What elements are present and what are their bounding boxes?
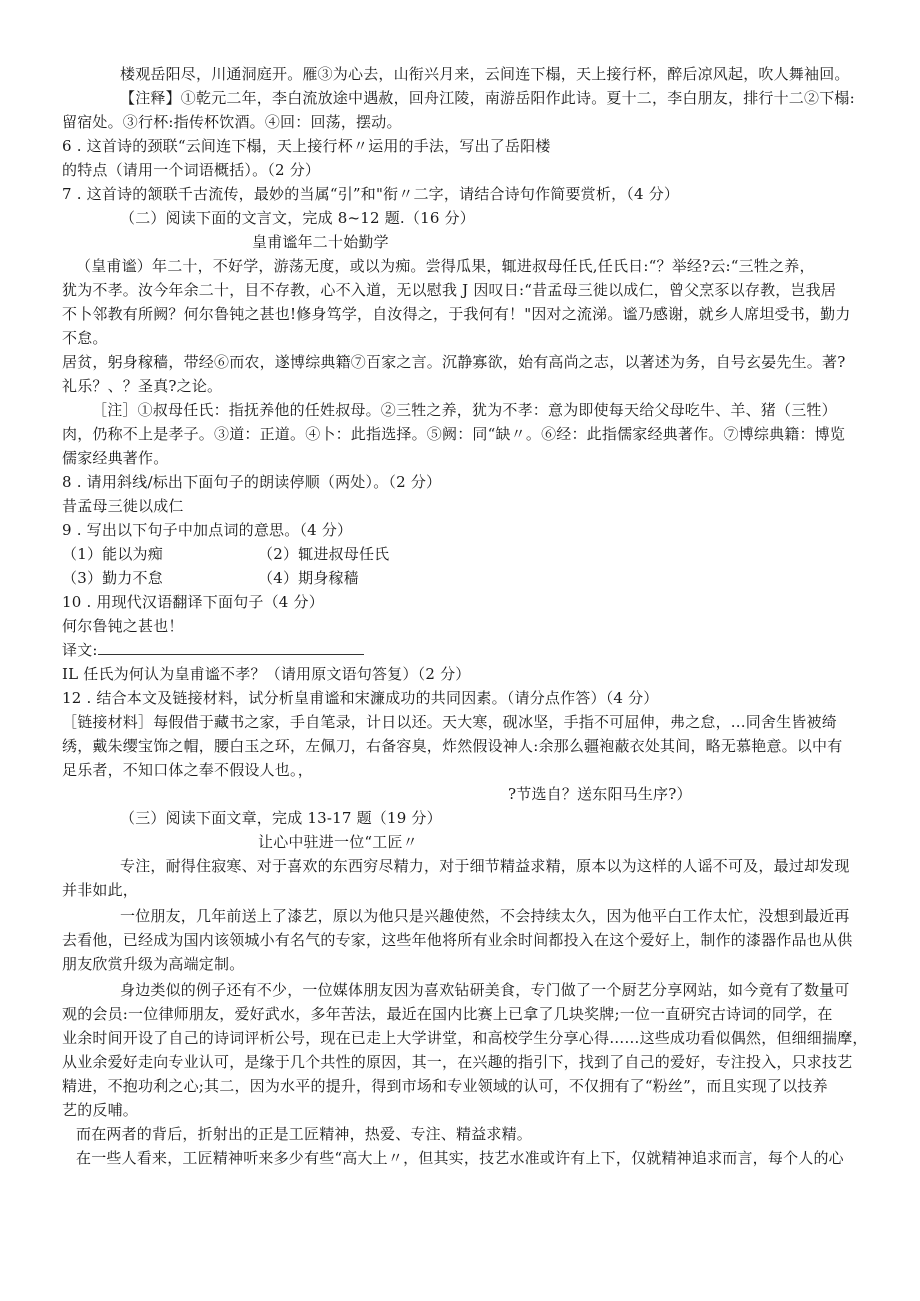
question-9-item-2: （2）辄进叔母任氏	[258, 545, 390, 563]
question-9-row-1	[62, 542, 862, 566]
essay-para-2-line-1: 一位朋友，几年前送上了漆艺，原以为他只是兴趣使然，不会持续太久，因为他平白工作太忙，没想到最近再	[120, 907, 850, 925]
question-9-row-2	[62, 566, 862, 590]
classical-para-1-line-1: （皇甫谧）年二十，不好学，游荡无度，或以为痴。尝得瓜果，辄进叔母任氏,任氏日:“？举经?云:“三牲之养，	[76, 257, 815, 275]
poem-note-line-2: 留宿处。③行杯:指传杯饮酒。④回：回荡，摆动。	[62, 113, 402, 131]
essay-para-5: 在一些人看来，工匠精神听来多少有些“高大上〃，但其实，技艺水准或许有上下，仅就精神追求而言，每个人的心	[76, 1149, 844, 1167]
classical-para-1-line-2: 犹为不孝。汝今年余二十，目不存教，心不入道，无以慰我 J 因叹日:“昔孟母三徙以成仁，曾父烹豕以存教，岂我居	[62, 281, 837, 299]
question-9-item-4: （4）期身稼穑	[258, 569, 359, 587]
question-8-sentence: 昔孟母三徙以成仁	[62, 497, 184, 515]
classical-notes-line-2: 肉，仍称不上是孝子。③道：正道。④卜：此指选择。⑤阙：同“缺〃。⑥经：此指儒家经典著作。⑦博综典籍：博览	[62, 425, 846, 443]
question-10-answer	[62, 638, 862, 662]
link-material-source: ?节选自？送东阳马生序?）	[508, 785, 692, 803]
question-6-line-2: 的特点（请用一个词语概括）。（2 分）	[62, 161, 321, 179]
question-10-prompt: 10 . 用现代汉语翻译下面句子（4 分）	[62, 593, 324, 611]
essay-para-3-line-3: 业余时间开设了自己的诗词评析公号，现在已走上大学讲堂，和高校学生分享心得……这些成功看似偶然，但细细揣摩，	[62, 1029, 868, 1047]
section-2-heading: （二）阅读下面的文言文，完成 8~12 题.（16 分）	[120, 209, 475, 227]
question-9-item-3: （3）勤力不怠	[62, 569, 163, 587]
classical-para-1-line-4: 不怠。	[62, 329, 108, 347]
answer-blank-line[interactable]	[98, 640, 364, 655]
question-9-prompt: 9 . 写出以下句子中加点词的意思。（4 分）	[62, 521, 353, 539]
essay-para-3-line-6: 艺的反哺。	[62, 1101, 139, 1119]
question-6-line-1: 6 . 这首诗的颈联“云间连下榻，天上接行杯〃运用的手法，写出了岳阳楼	[62, 137, 551, 155]
poem-note-line-1: 【注释】①乾元二年，李白流放途中遇赦，回舟江陵，南游岳阳作此诗。夏十二，李白朋友，排行十二②下榻:	[120, 89, 855, 107]
essay-para-1-line-1: 专注，耐得住寂寒、对于喜欢的东西穷尽精力，对于细节精益求精，原本以为这样的人谣不可及，最过却发现	[120, 857, 850, 875]
classical-para-2-line-1: 居贫，躬身稼穑，带经⑥而农，遂博综典籍⑦百家之言。沉静寡欲，始有高尚之志，以著述为务，自号玄晏先生。著?	[62, 353, 846, 371]
section-2-title: 皇甫谧年二十始勤学	[252, 233, 389, 251]
essay-para-3-line-2: 观的会员:一位律师朋友，爱好武水，多年苦法，最近在国内比赛上已拿了几块奖牌;一位一直研究古诗词的同学，在	[62, 1005, 833, 1023]
essay-para-4: 而在两者的背后，折射出的正是工匠精神，热爱、专注、精益求精。	[76, 1125, 533, 1143]
classical-notes-line-1: ［注］①叔母任氏：指抚养他的任姓叔母。②三牲之养，犹为不孝：意为即使每天给父母吃牛、羊、猪（三牲）	[92, 401, 837, 419]
question-11: IL 任氏为何认为皇甫谧不孝？（请用原文语句答复）（2 分）	[62, 665, 471, 683]
answer-label: 译文:	[62, 641, 98, 659]
section-3-title: 让心中驻进一位“工匠〃	[258, 833, 418, 851]
essay-para-1-line-2: 并非如此，	[62, 881, 139, 899]
essay-para-2-line-2: 去看他，已经成为国内该领城小有名气的专家，这些年他将所有业余时间都投入在这个爱好上，制作的漆器作品也从供	[62, 931, 853, 949]
essay-para-3-line-1: 身边类似的例子还有不少，一位媒体朋友因为喜欢钻研美食，专门做了一个厨艺分享网站，如今竟有了数量可	[120, 981, 850, 999]
link-material-line-1: ［链接材料］每假借于藏书之家，手自笔录，计日以还。天大寒，砚冰坚，手指不可屈伸，弗之怠，...同舍生皆被绮	[62, 713, 837, 731]
document-page	[62, 62, 868, 1170]
question-12: 12 . 结合本文及链接材料，试分析皇甫谧和宋濂成功的共同因素。（请分点作答）（4 分）	[62, 689, 659, 707]
poem-text: 楼观岳阳尽，川通洞庭开。雁③为心去，山衔兴月来，云间连下榻，天上接行杯，醉后凉风起，吹人舞袖回。	[120, 65, 850, 83]
classical-notes-line-3: 儒家经典著作。	[62, 449, 169, 467]
link-material-line-3: 足乐者，不知口体之奉不假设人也。，	[62, 761, 313, 779]
essay-para-2-line-3: 朋友欣赏升级为高端定制。	[62, 955, 245, 973]
question-7: 7 . 这首诗的颔联千古流传，最妙的当属“引”和"衔〃二字，请结合诗句作简要赏析，（4 分）	[62, 185, 680, 203]
section-3-heading: （三）阅读下面文章，完成 13-17 题（19 分）	[120, 809, 442, 827]
classical-para-2-line-2: 礼乐？、？圣真?之论。	[62, 377, 223, 395]
question-9-item-1: （1）能以为痴	[62, 545, 163, 563]
classical-para-1-line-3: 不卜邻教有所阙？何尔鲁钝之甚也!修身笃学，自汝得之，于我何有！"因对之流涕。谧乃感谢，就乡人席坦受书，勤力	[62, 305, 851, 323]
question-8-prompt: 8 . 请用斜线/标出下面句子的朗读停顺（两处）。（2 分）	[62, 473, 442, 491]
question-10-sentence: 何尔鲁钝之甚也！	[62, 617, 184, 635]
essay-para-3-line-5: 精进，不抱功利之心;其二，因为水平的提升，得到市场和专业领域的认可，不仅拥有了“粉丝”，而且实现了以技养	[62, 1077, 828, 1095]
essay-para-3-line-4: 从业余爱好走向专业认可，是缘于几个共性的原因，其一，在兴趣的指引下，找到了自己的爱好，专注投入，只求技艺	[62, 1053, 853, 1071]
link-material-line-2: 绣，戴朱缨宝饰之帽，腰白玉之环，左佩刀，右备容臭，炸然假设神人:余那么疆袍蔽衣处其间，略无慕艳意。以中有	[62, 737, 843, 755]
